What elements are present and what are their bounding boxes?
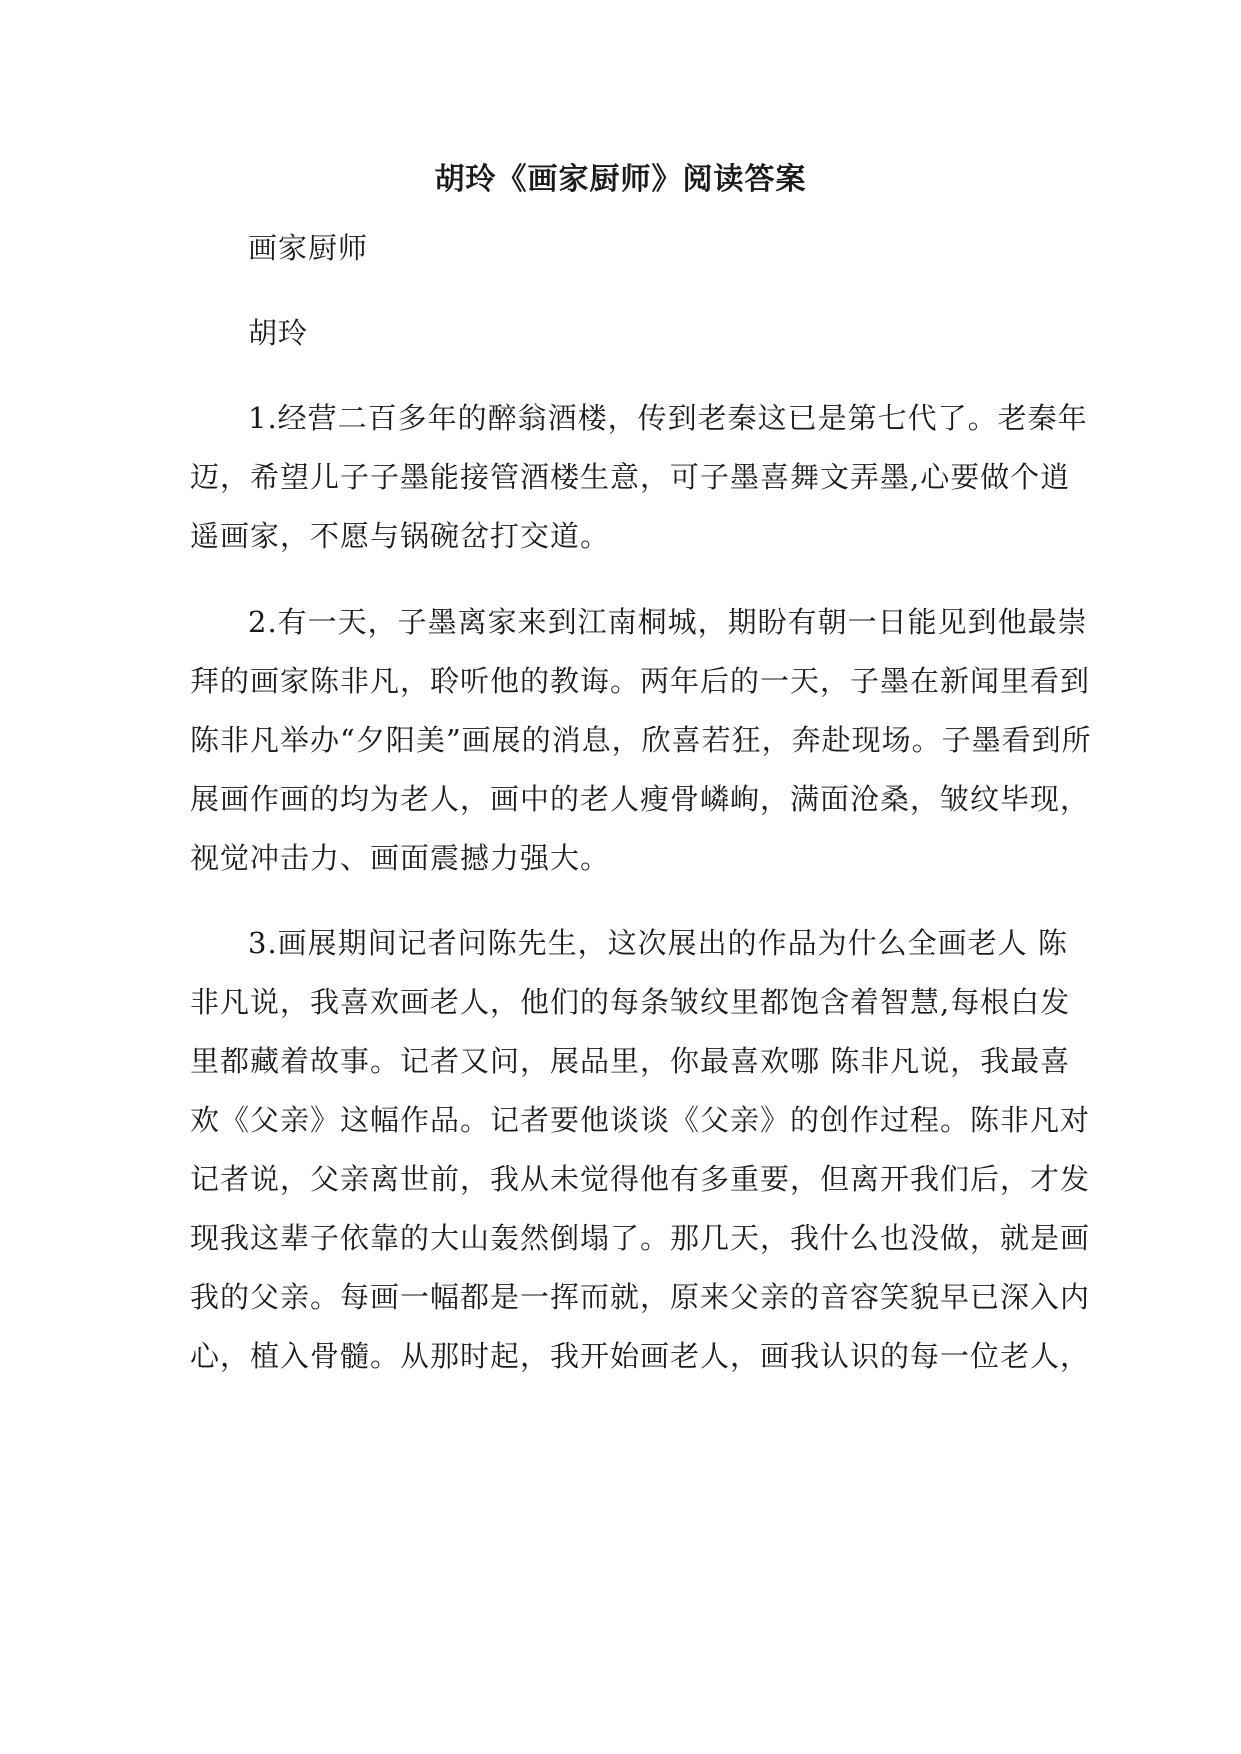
paragraph-line: 陈非凡举办“夕阳美”画展的消息，欣喜若狂，奔赴现场。子墨看到所 — [190, 723, 1092, 757]
paragraph-line: 里都藏着故事。记者又问，展品里，你最喜欢哪 陈非凡说，我最喜 — [190, 1044, 1071, 1078]
paragraph-line: 非凡说，我喜欢画老人，他们的每条皱纹里都饱含着智慧,每根白发 — [190, 985, 1071, 1019]
paragraph-line: 3.画展期间记者问陈先生，这次展出的作品为什么全画老人 陈 — [248, 926, 1068, 960]
paragraph-line: 我的父亲。每画一幅都是一挥而就，原来父亲的音容笑貌早已深入内 — [190, 1280, 1091, 1314]
paragraph-line: 2.有一天，子墨离家来到江南桐城，期盼有朝一日能见到他最崇 — [248, 605, 1088, 639]
paragraph-line: 现我这辈子依靠的大山轰然倒塌了。那几天，我什么也没做，就是画 — [190, 1221, 1091, 1255]
paragraph-line: 展画作画的均为老人，画中的老人瘦骨嶙峋，满面沧桑，皱纹毕现， — [190, 782, 1091, 816]
paragraph-line: 视觉冲击力、画面震撼力强大。 — [190, 841, 611, 875]
subtitle: 画家厨师 — [248, 231, 369, 265]
paragraph-line: 1.经营二百多年的醉翁酒楼，传到老秦这已是第七代了。老秦年 — [248, 401, 1088, 435]
paragraph-line: 欢《父亲》这幅作品。记者要他谈谈《父亲》的创作过程。陈非凡对 — [190, 1103, 1091, 1137]
paragraph-line: 心，植入骨髓。从那时起，我开始画老人，画我认识的每一位老人， — [190, 1339, 1091, 1373]
paragraph-line: 记者说，父亲离世前，我从未觉得他有多重要，但离开我们后，才发 — [190, 1162, 1091, 1196]
author-name: 胡玲 — [248, 316, 309, 350]
paragraph-line: 拜的画家陈非凡，聆听他的教诲。两年后的一天，子墨在新闻里看到 — [190, 664, 1091, 698]
paragraph-line: 迈，希望儿子子墨能接管酒楼生意，可子墨喜舞文弄墨,心要做个逍 — [190, 460, 1071, 494]
document-title: 胡玲《画家厨师》阅读答案 — [434, 162, 807, 197]
paragraph-line: 遥画家，不愿与锅碗岔打交道。 — [190, 519, 611, 553]
